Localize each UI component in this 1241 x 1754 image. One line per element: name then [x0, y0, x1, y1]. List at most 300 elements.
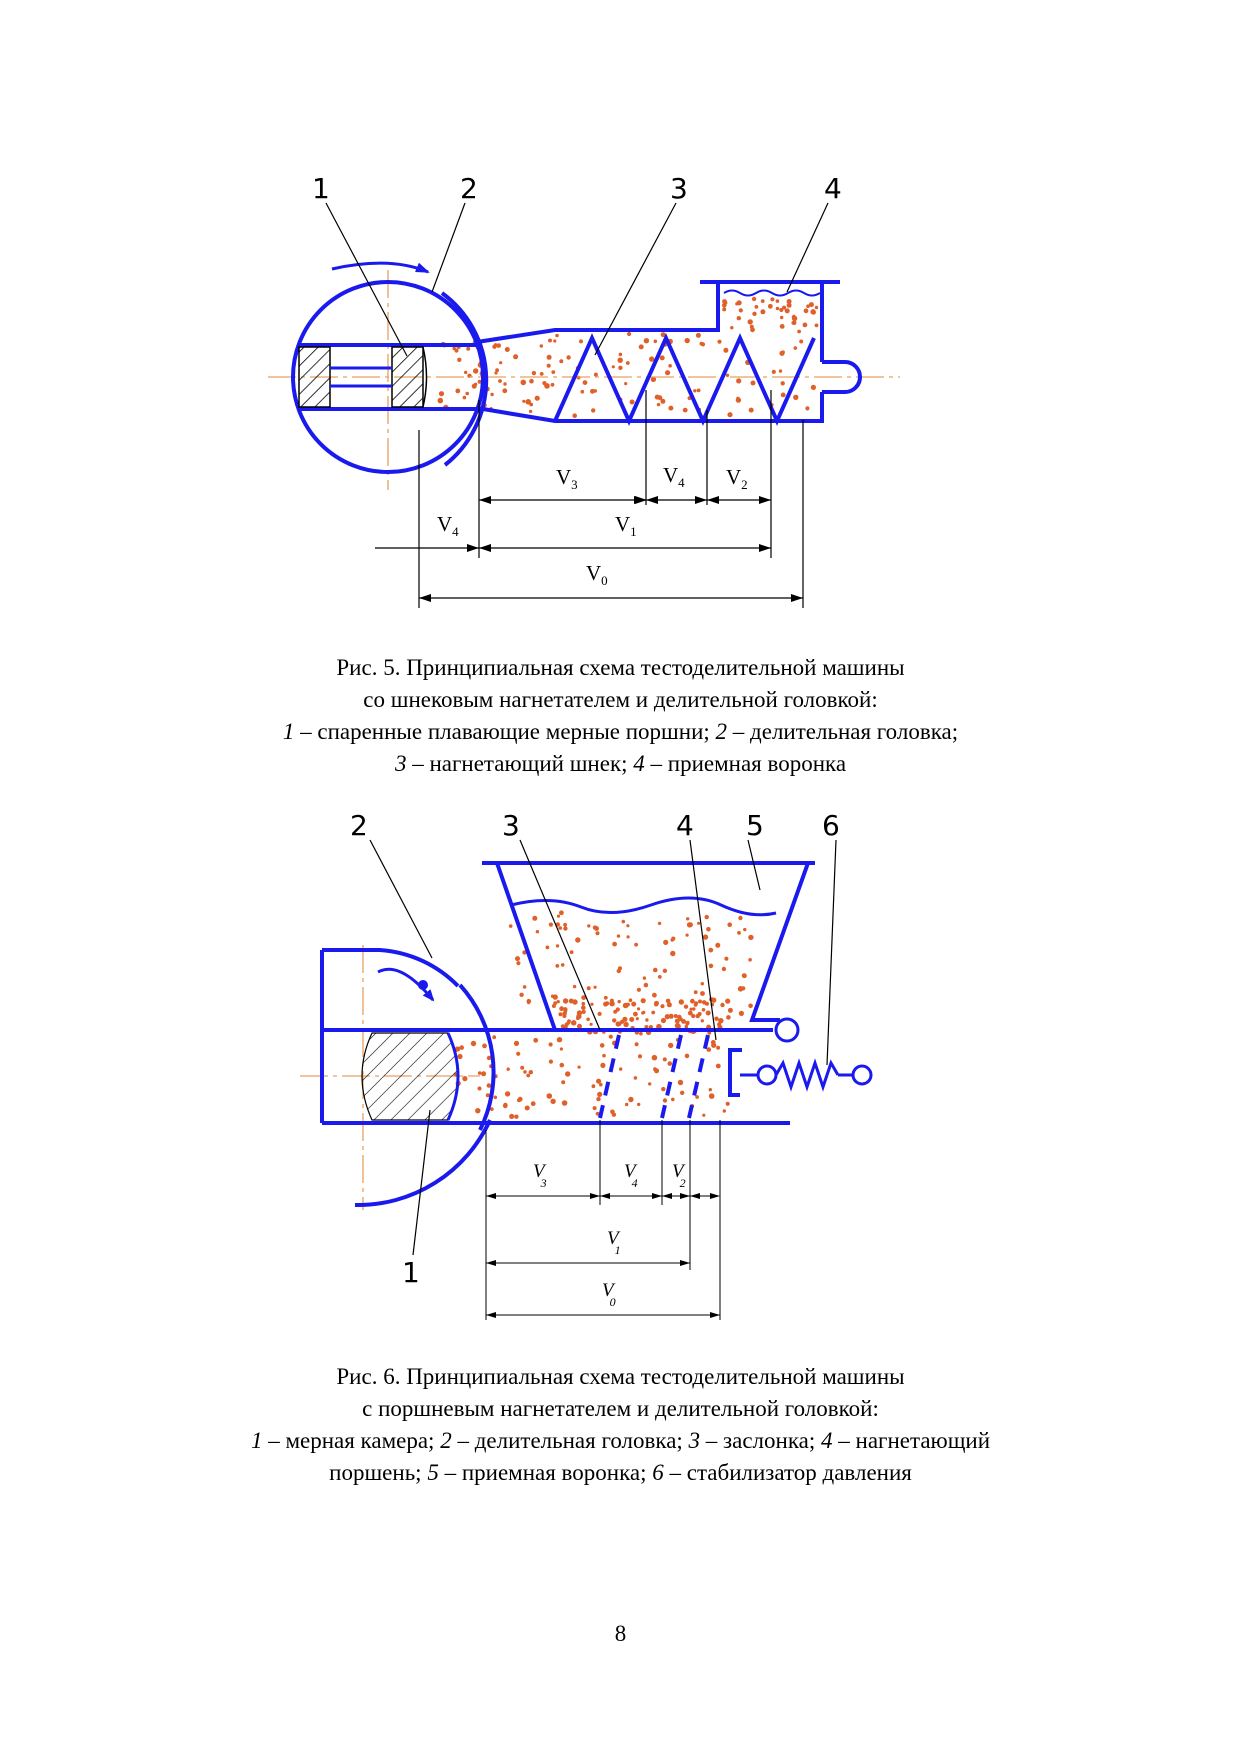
dough-particle [726, 1015, 731, 1020]
caption-legend-line: поршень; 5 – приемная воронка; 6 – стабилизатор давления [329, 1460, 912, 1485]
dough-particle [661, 1018, 666, 1023]
dough-particle [618, 366, 622, 370]
dough-particle [531, 1101, 536, 1106]
dough-particle [573, 985, 576, 988]
dough-particle [619, 1067, 622, 1070]
dough-particle [726, 374, 729, 377]
dough-particle [617, 969, 621, 973]
dough-particle [496, 343, 501, 348]
dough-particle [644, 338, 649, 343]
dough-particle [596, 1097, 600, 1101]
dough-particle [487, 1056, 491, 1060]
dough-particle [739, 1011, 744, 1016]
dough-particle [551, 995, 554, 998]
dough-particle [439, 391, 444, 396]
dough-particle [514, 1041, 519, 1046]
stabilizer-body [730, 1050, 742, 1095]
part-number-label: 2 [460, 172, 478, 205]
dough-particle [724, 957, 728, 961]
dough-particle [668, 406, 673, 411]
dough-particle [546, 946, 550, 950]
dough-particle [737, 300, 742, 305]
dough-particle [618, 358, 623, 363]
dough-particle [438, 398, 444, 404]
dough-particle [752, 297, 756, 301]
leader-4 [787, 203, 828, 292]
piston-dashed [689, 1035, 708, 1118]
dough-particle [622, 920, 626, 924]
leader-3 [520, 840, 600, 1030]
dough-particle [728, 1008, 733, 1013]
dough-particle [739, 308, 743, 312]
dough-particle [551, 383, 555, 387]
dough-particle [815, 324, 819, 328]
dough-particle [590, 1023, 593, 1026]
caption-legend-line: 1 – мерная камера; 2 – делительная головка; 3 – заслонка; 4 – нагнетающий [250, 1428, 991, 1453]
measuring-chamber [362, 1033, 458, 1120]
dough-particle [507, 1068, 510, 1071]
dough-particle [702, 1114, 705, 1117]
dough-particle [559, 1006, 564, 1011]
dough-particle [561, 1080, 565, 1084]
dough-particle [685, 1054, 690, 1059]
dough-particle [619, 353, 623, 357]
stabilizer-ring-right [853, 1066, 871, 1084]
dough-particle [685, 1021, 689, 1025]
dough-particle [780, 316, 783, 319]
dough-particle [570, 950, 574, 954]
dough-particle [635, 1042, 639, 1046]
dough-particle [658, 922, 661, 925]
dough-particle [547, 364, 551, 368]
dough-particle [803, 323, 808, 328]
dough-particle [809, 302, 814, 307]
dough-particle [714, 1017, 718, 1021]
dough-particle [781, 381, 785, 385]
caption-title: Рис. 5. Принципиальная схема тестоделительной машины [336, 655, 905, 680]
dough-particle [590, 389, 595, 394]
dough-particle [652, 1055, 658, 1061]
leader-3 [595, 203, 676, 355]
rotation-arrow [332, 263, 428, 272]
dough-particle [499, 361, 502, 364]
dough-particle [663, 969, 667, 973]
dough-particle [791, 321, 795, 325]
dough-particle [452, 347, 456, 351]
dough-particle [527, 1001, 530, 1004]
dough-particle [498, 379, 502, 383]
dough-particle [626, 1003, 630, 1007]
dough-particle [748, 935, 753, 940]
dough-particle [665, 1014, 670, 1019]
dough-particle [555, 964, 559, 968]
dough-particle [736, 397, 739, 400]
dough-particle [459, 1045, 464, 1050]
dough-particle [668, 1061, 673, 1066]
dough-particle [612, 942, 617, 947]
dough-particle [686, 934, 689, 937]
dough-particle [629, 998, 633, 1002]
caption-title: Рис. 6. Принципиальная схема тестоделительной машины [336, 1364, 905, 1389]
stabilizer-spring [776, 1063, 838, 1087]
dough-particle [711, 998, 716, 1003]
dim-label: $V_1$ [615, 512, 637, 539]
piston-left [299, 347, 330, 407]
dough-particle [671, 1098, 675, 1102]
dough-particle [748, 319, 753, 324]
dough-particle [708, 948, 713, 953]
dough-particle [691, 1014, 695, 1018]
dough-particle [634, 1076, 638, 1080]
dough-particle [616, 1021, 621, 1026]
dough-particle [551, 370, 555, 374]
dough-particle [668, 364, 672, 368]
dough-particle [556, 944, 559, 947]
dough-particle [502, 388, 507, 393]
part-number-label: 4 [824, 172, 842, 205]
dough-particle [582, 1002, 586, 1006]
dough-particle [509, 924, 513, 928]
dough-particle [629, 1017, 634, 1022]
dough-particle [738, 916, 742, 920]
dough-particle [457, 1054, 462, 1059]
dough-particle [715, 943, 720, 948]
dough-particle [736, 378, 741, 383]
dough-particle [697, 922, 700, 925]
dough-particle [532, 916, 537, 921]
dough-particles [438, 297, 819, 418]
dough-particle [505, 1091, 510, 1096]
dough-particle [605, 1001, 609, 1005]
part-number-label: 3 [670, 172, 688, 205]
dough-particle [536, 930, 539, 933]
caption-legend-line: 1 – спаренные плавающие мерные поршни; 2 – делительная головка; [282, 719, 959, 744]
dim-label: $V_2$ [726, 465, 748, 492]
part-number-label: 4 [676, 809, 694, 842]
dough-particle [533, 1038, 538, 1043]
dough-particle [694, 990, 698, 994]
dough-particle [572, 413, 577, 418]
dough-particle [679, 1018, 683, 1022]
figure-5-caption [0, 652, 1241, 780]
dough-particle [639, 1032, 643, 1036]
dough-particle [455, 389, 460, 394]
dim-label: $V_4$ [663, 463, 685, 490]
dough-particle [547, 355, 552, 360]
dough-particle [600, 1043, 605, 1048]
dough-particle [815, 306, 818, 309]
dough-particle [652, 993, 657, 998]
dough-particle [571, 1020, 577, 1026]
dough-particle [532, 371, 536, 375]
dough-particle [597, 1092, 602, 1097]
dough-particle [737, 316, 741, 320]
dough-particle [704, 1002, 707, 1005]
dough-particle [716, 1064, 721, 1069]
dough-particle [562, 1011, 566, 1015]
dough-particle [653, 968, 658, 973]
dough-particle [723, 348, 728, 353]
dough-particle [525, 1106, 530, 1111]
dough-particle [514, 1115, 518, 1119]
dough-particle [503, 1103, 508, 1108]
dough-particle [559, 910, 564, 915]
dough-particle [581, 390, 585, 394]
dough-particle [544, 383, 550, 389]
dough-particle [547, 1093, 553, 1099]
dough-particle [663, 1057, 667, 1061]
dough-particle [780, 324, 785, 329]
dough-particle [583, 380, 588, 385]
dough-particle [562, 1100, 568, 1106]
dough-particle [529, 410, 532, 413]
dough-particle [624, 382, 627, 385]
dough-particle [760, 309, 765, 314]
dough-particle [626, 361, 630, 365]
dough-particle [752, 312, 756, 316]
dough-particle [463, 396, 467, 400]
dough-particle [581, 1005, 586, 1010]
dough-particle [693, 389, 696, 392]
dough-particle [481, 1071, 486, 1076]
figure-6 [0, 790, 1241, 1350]
dough-particle [706, 927, 711, 932]
leader-6 [827, 840, 836, 1065]
dough-particle [737, 931, 741, 935]
dough-particle [655, 395, 660, 400]
dough-particle [781, 393, 786, 398]
dough-particle [519, 993, 523, 997]
dough-particle [563, 998, 568, 1003]
dough-particle [709, 1093, 715, 1099]
dough-particle [567, 1019, 571, 1023]
dough-particle [599, 1083, 603, 1087]
dough-particle [478, 1087, 482, 1091]
dough-particle [523, 985, 527, 989]
dough-particle [557, 1037, 562, 1042]
dim-label: $V_4$ [437, 512, 459, 539]
dough-particle [482, 1044, 487, 1049]
dough-particle [742, 973, 747, 978]
dough-particle [473, 368, 478, 373]
dough-particle [660, 399, 665, 404]
dough-particle [520, 1066, 524, 1070]
dim-label: V 3 [533, 1161, 547, 1190]
dough-particle [638, 1054, 642, 1058]
dough-particle [718, 1018, 723, 1023]
dough-particle [576, 1016, 580, 1020]
part-number-label: 1 [402, 1256, 420, 1289]
dough-particle [560, 1063, 565, 1068]
dough-particle [811, 385, 816, 390]
dough-particle [575, 937, 580, 942]
dough-particle [768, 304, 773, 309]
dough-particle [680, 1091, 684, 1095]
dough-particle [565, 1022, 569, 1026]
dough-particle [711, 1043, 716, 1048]
dough-particle [722, 967, 726, 971]
dough-particle [587, 986, 591, 990]
dough-particle [726, 1102, 730, 1106]
dough-particle [751, 381, 756, 386]
dough-particle [701, 982, 704, 985]
dough-particle [627, 935, 630, 938]
dough-particle [465, 392, 469, 396]
dough-particle [495, 368, 499, 372]
dough-particle [667, 1002, 672, 1007]
dough-particle [645, 1018, 648, 1021]
dough-particle [516, 961, 520, 965]
dough-particle [612, 1113, 616, 1117]
dough-particle [462, 1076, 467, 1081]
dough-particle [466, 347, 470, 351]
dough-particle [636, 1017, 639, 1020]
dough-particle [612, 1018, 616, 1022]
dough-particle [709, 964, 714, 969]
dough-particle [561, 963, 565, 967]
dough-particle [586, 1018, 590, 1022]
dough-particle [617, 934, 620, 937]
dough-particle [553, 339, 556, 342]
dough-particle [622, 1017, 627, 1022]
dough-particle [705, 915, 709, 919]
dough-particle [675, 1019, 680, 1024]
dough-particle [471, 1041, 476, 1046]
dough-particle [654, 1003, 658, 1007]
dough-particle [685, 338, 690, 343]
figure-5 [0, 150, 1241, 620]
dough-particle [490, 393, 493, 396]
dough-particle [535, 396, 540, 401]
dough-particle [555, 334, 559, 338]
dough-particle [716, 1046, 720, 1050]
dough-particle [625, 1103, 628, 1106]
dough-particle [770, 297, 774, 301]
dough-particle [569, 999, 574, 1004]
dough-particle [797, 330, 801, 334]
dough-particle [582, 1010, 586, 1014]
dough-particle [761, 299, 765, 303]
dough-particle [627, 332, 631, 336]
dough-particle [540, 372, 544, 376]
dough-particle [804, 308, 809, 313]
dough-particle [637, 988, 641, 992]
dough-particle [727, 922, 732, 927]
dough-particle [772, 370, 776, 374]
dough-particle [630, 400, 635, 405]
dough-particle [748, 958, 752, 962]
dough-particle [560, 1047, 563, 1050]
dough-particle [590, 1003, 593, 1006]
dough-particle [694, 1003, 698, 1007]
dough-particle [639, 344, 644, 349]
dough-particle [686, 917, 689, 920]
dough-particle [679, 999, 684, 1004]
dough-particle [644, 983, 649, 988]
dough-particle [660, 355, 665, 360]
dough-particle [637, 1103, 640, 1106]
dough-particle [594, 986, 597, 989]
dough-particle [626, 924, 629, 927]
dough-particle [529, 1070, 533, 1074]
dim-label: V 1 [607, 1228, 621, 1257]
part-number-label: 6 [822, 809, 840, 842]
dough-particle [677, 1024, 681, 1028]
dough-particle [690, 999, 695, 1004]
piston-right [392, 347, 423, 407]
dough-particle [700, 991, 705, 996]
dough-particle [515, 956, 520, 961]
dough-particle [464, 371, 467, 374]
dough-particle [457, 358, 461, 362]
leader-1 [413, 1110, 430, 1255]
dough-particle [663, 940, 668, 945]
part-number-label: 1 [312, 172, 330, 205]
figure-6-caption [0, 1361, 1241, 1489]
dough-particle [487, 1083, 492, 1088]
dough-particle [654, 340, 658, 344]
part-number-label: 3 [502, 809, 520, 842]
dough-particle [486, 1093, 490, 1097]
dough-particle [701, 342, 705, 346]
dough-particle [529, 403, 533, 407]
dough-particle [665, 370, 670, 375]
dough-particle [521, 380, 527, 386]
dough-particle [697, 389, 701, 393]
dough-particle [723, 1109, 726, 1112]
dough-particle [557, 915, 560, 918]
dough-particle [722, 307, 726, 311]
dough-particle [657, 403, 660, 406]
dough-particle [787, 299, 792, 304]
dough-particle [698, 1000, 702, 1004]
dough-particle [548, 339, 552, 343]
dough-particle [587, 924, 590, 927]
dough-particle [550, 1099, 555, 1104]
dough-particle [612, 365, 615, 368]
dough-particle [596, 931, 600, 935]
dough-particle [660, 1004, 664, 1008]
leader-1 [326, 203, 407, 356]
dough-particle [727, 412, 732, 417]
dough-particle [549, 1060, 553, 1064]
dough-particle [540, 344, 543, 347]
leader-2 [432, 203, 465, 292]
dough-particle [684, 1005, 688, 1009]
dough-particle [503, 382, 506, 385]
dough-surface [724, 291, 820, 296]
dough-particle [799, 340, 803, 344]
dough-particle [792, 316, 797, 321]
dough-particle [557, 1000, 560, 1003]
caption-subtitle: со шнековым нагнетателем и делительной головкой: [363, 687, 878, 712]
dough-particle [683, 408, 688, 413]
divider-head-arc-lower [355, 1120, 490, 1205]
dough-particle [563, 923, 567, 927]
dough-particle [565, 1071, 570, 1076]
dough-particle [594, 926, 599, 931]
dough-particle [725, 999, 730, 1004]
dough-particle [526, 1074, 530, 1078]
dough-particle [743, 928, 746, 931]
dough-particle [610, 999, 614, 1003]
dough-particle [593, 1106, 597, 1110]
dough-particle [631, 1002, 636, 1007]
dough-particle [779, 308, 783, 312]
part-number-label: 5 [746, 809, 764, 842]
dough-particle [579, 339, 583, 343]
dough-particle [609, 1035, 613, 1039]
